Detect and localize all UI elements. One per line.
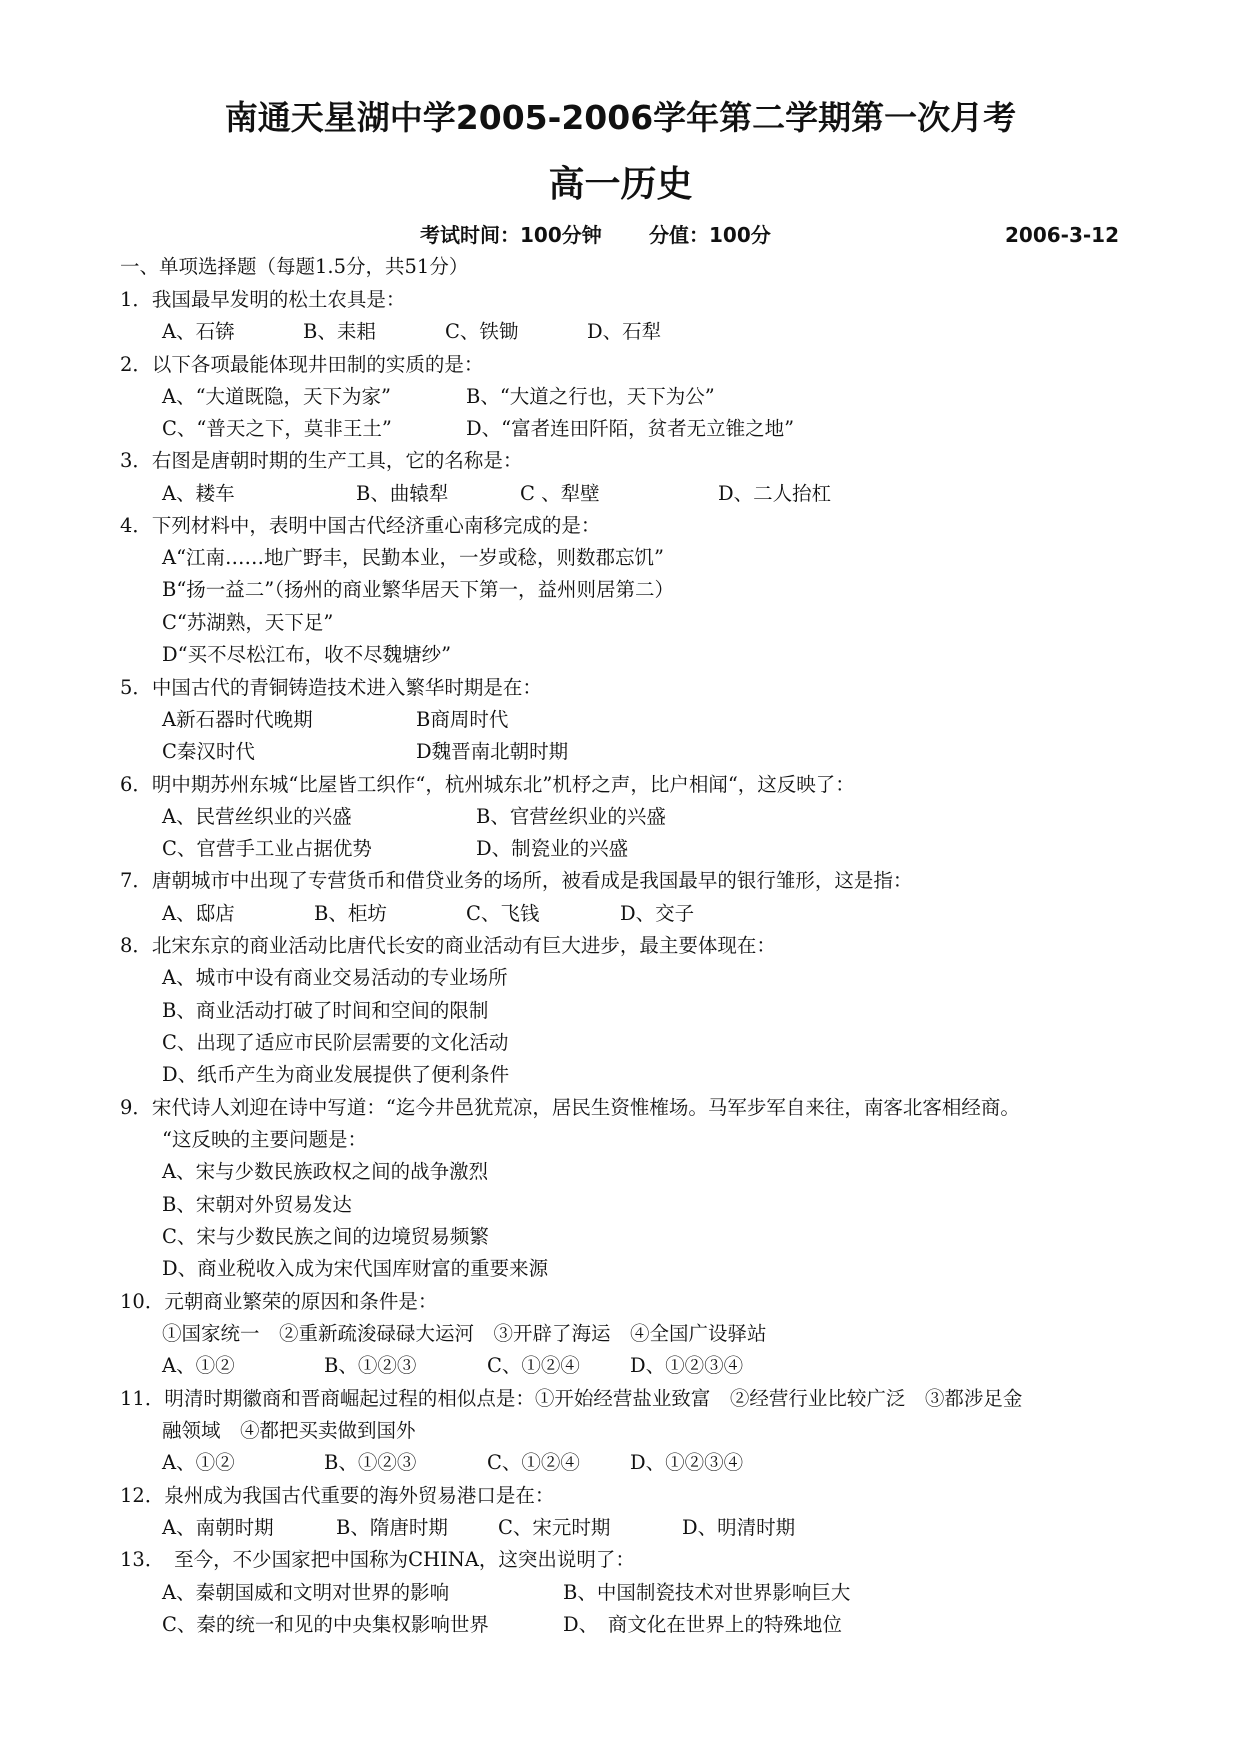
option-b: B、官营丝织业的兴盛: [476, 805, 666, 828]
option-b: B、柜坊: [314, 902, 387, 925]
option-a: A、南朝时期: [162, 1516, 274, 1539]
option-d: D、“富者连田阡陌，贫者无立锥之地”: [466, 417, 795, 440]
option-b: B、曲辕犁: [356, 482, 449, 505]
option-b: B、宋朝对外贸易发达: [162, 1193, 352, 1216]
option-c: C、飞钱: [466, 902, 540, 925]
option-b: B、中国制瓷技术对世界影响巨大: [563, 1581, 851, 1604]
option-a: A“江南……地广野丰，民勤本业，一岁或稔，则数郡忘饥”: [162, 546, 665, 569]
option-a: A、“大道既隐，天下为家”: [162, 385, 392, 408]
option-a: A、城市中设有商业交易活动的专业场所: [162, 966, 508, 989]
option-d: D、 商文化在世界上的特殊地位: [563, 1613, 842, 1636]
question-10-choices: ①国家统一 ②重新疏浚碌碌大运河 ③开辟了海运 ④全国广设驿站: [162, 1322, 767, 1345]
option-c: C、“普天之下，莫非王土”: [162, 417, 392, 440]
option-c: C、①②④: [487, 1354, 580, 1377]
option-a: A、邸店: [162, 902, 235, 925]
question-5-stem: 5．中国古代的青铜铸造技术进入繁华时期是在：: [120, 676, 542, 699]
option-b: B商周时代: [416, 708, 509, 731]
question-3-stem: 3．右图是唐朝时期的生产工具，它的名称是：: [120, 449, 523, 472]
option-a: A新石器时代晚期: [162, 708, 313, 731]
option-c: C秦汉时代: [162, 740, 255, 763]
option-a: A、宋与少数民族政权之间的战争激烈: [162, 1160, 489, 1183]
question-7-stem: 7．唐朝城市中出现了专营货币和借贷业务的场所，被看成是我国最早的银行雏形，这是指：: [120, 869, 913, 892]
option-c: C、①②④: [487, 1451, 580, 1474]
question-12-stem: 12．泉州成为我国古代重要的海外贸易港口是在：: [120, 1484, 555, 1507]
option-d: D、①②③④: [630, 1354, 744, 1377]
option-d: D魏晋南北朝时期: [416, 740, 569, 763]
option-d: D、①②③④: [630, 1451, 744, 1474]
question-11-stem: 11．明清时期徽商和晋商崛起过程的相似点是：①开始经营盐业致富 ②经营行业比较广泛 ③都涉足金: [120, 1387, 1023, 1410]
option-d: D、石犁: [587, 320, 662, 343]
option-a: A、①②: [162, 1354, 235, 1377]
exam-date: 2006-3-12: [1005, 223, 1120, 247]
question-9-stem-cont: “这反映的主要问题是：: [162, 1128, 367, 1151]
option-c: C“苏湖熟，天下足”: [162, 611, 334, 634]
option-b: B、①②③: [324, 1354, 417, 1377]
option-a: A、耧车: [162, 482, 235, 505]
option-a: A、石锛: [162, 320, 235, 343]
question-2-stem: 2．以下各项最能体现井田制的实质的是：: [120, 353, 484, 376]
option-d: D、明清时期: [682, 1516, 796, 1539]
option-a: A、秦朝国威和文明对世界的影响: [162, 1581, 450, 1604]
option-d: D“买不尽松江布，收不尽魏塘纱”: [162, 643, 452, 666]
question-13-stem: 13． 至今，不少国家把中国称为CHINA，这突出说明了：: [120, 1548, 635, 1571]
option-c: C、铁锄: [445, 320, 519, 343]
option-c: C、宋与少数民族之间的边境贸易频繁: [162, 1225, 489, 1248]
question-11-stem-cont: 融领域 ④都把买卖做到国外: [162, 1419, 416, 1442]
exam-title: 南通天星湖中学2005-2006学年第二学期第一次月考: [224, 98, 1017, 137]
option-d: D、纸币产生为商业发展提供了便利条件: [162, 1063, 510, 1086]
question-4-stem: 4．下列材料中，表明中国古代经济重心南移完成的是：: [120, 514, 601, 537]
question-1-stem: 1．我国最早发明的松土农具是：: [120, 288, 406, 311]
option-d: D、交子: [620, 902, 695, 925]
option-a: A、①②: [162, 1451, 235, 1474]
option-c: C、官营手工业占据优势: [162, 837, 372, 860]
option-b: B、①②③: [324, 1451, 417, 1474]
section-heading: 一、单项选择题（每题1.5分，共51分）: [120, 255, 469, 278]
question-10-stem: 10．元朝商业繁荣的原因和条件是：: [120, 1290, 438, 1313]
option-b: B“扬一益二”（扬州的商业繁华居天下第一，益州则居第二）: [162, 578, 675, 601]
option-b: B、商业活动打破了时间和空间的限制: [162, 999, 489, 1022]
option-c: C、宋元时期: [498, 1516, 611, 1539]
option-c: C、秦的统一和见的中央集权影响世界: [162, 1613, 489, 1636]
question-6-stem: 6．明中期苏州东城“比屋皆工织作“，杭州城东北”机杼之声，比户相闻“，这反映了：: [120, 773, 855, 796]
option-d: D、制瓷业的兴盛: [476, 837, 629, 860]
option-c: C 、犁壁: [520, 482, 600, 505]
option-a: A、民营丝织业的兴盛: [162, 805, 352, 828]
exam-time: 考试时间：100分钟: [420, 223, 602, 247]
option-d: D、二人抬杠: [718, 482, 832, 505]
option-b: B、隋唐时期: [336, 1516, 448, 1539]
option-c: C、出现了适应市民阶层需要的文化活动: [162, 1031, 509, 1054]
option-b: B、“大道之行也，天下为公”: [466, 385, 715, 408]
subject-title: 高一历史: [548, 164, 693, 205]
question-9-stem: 9．宋代诗人刘迎在诗中写道：“迄今井邑犹荒凉，居民生资惟榷场。马军步军自来往，南客北客相经商。: [120, 1096, 1020, 1119]
option-b: B、耒耜: [303, 320, 376, 343]
question-8-stem: 8．北宋东京的商业活动比唐代长安的商业活动有巨大进步，最主要体现在：: [120, 934, 776, 957]
score-value: 分值：100分: [649, 223, 771, 247]
option-d: D、商业税收入成为宋代国库财富的重要来源: [162, 1257, 549, 1280]
